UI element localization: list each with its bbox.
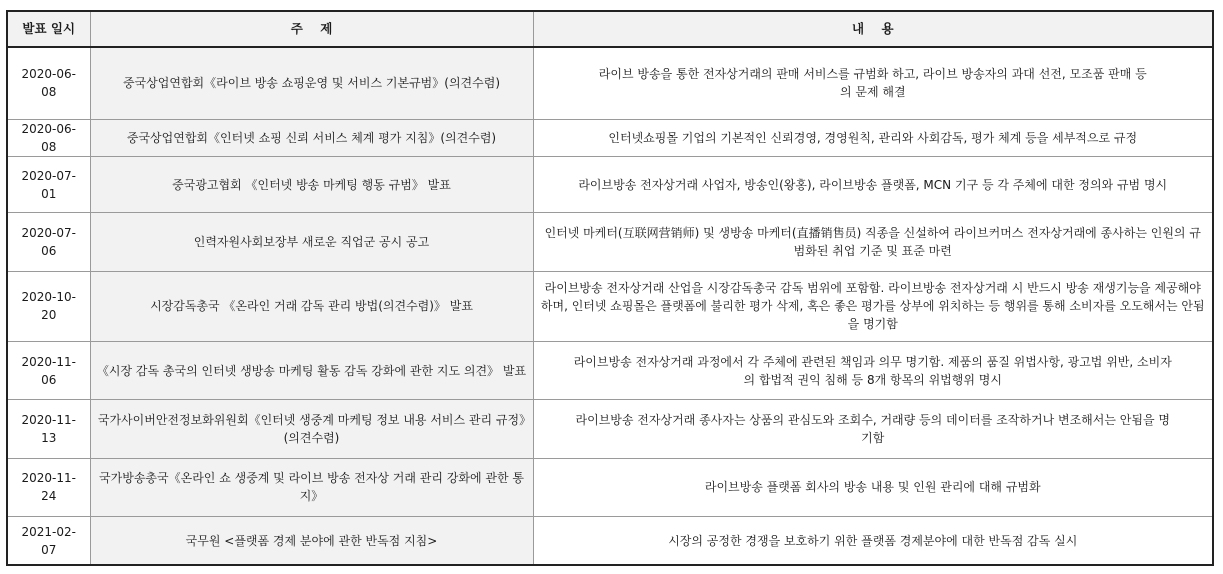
content-cell: 인터넷 마케터(互联网营销师) 및 생방송 마케터(直播销售员) 직종을 신설하여 라이브커머스 전자상거래에 종사하는 인원의 규범화된 취업 기준 및 표준 마련 (533, 213, 1213, 271)
regulation-table (6, 10, 1214, 566)
table-row (7, 119, 1213, 156)
content-cell: 라이브방송 전자상거래 산업을 시장감독총국 감독 범위에 포함함. 라이브방송 전자상거래 시 반드시 방송 재생기능을 제공해야 하며, 인터넷 쇼핑몰은 플랫폼에 불리한 평가 삭제, 혹은 좋은 평가를 상부에 위치하는 등 행위를 통해 소비자를 오도해서는 안됨을 명기함 (533, 271, 1213, 341)
table-row (7, 517, 1213, 565)
date-cell: 2021-02-07 (7, 517, 90, 565)
header-row (7, 11, 1213, 47)
table-row (7, 342, 1213, 400)
topic-cell: 국가방송총국《온라인 쇼 생중계 및 라이브 방송 전자상 거래 관리 강화에 관한 통지》 (90, 458, 533, 516)
header-topic: 주 제 (90, 11, 533, 47)
topic-cell: 《시장 감독 총국의 인터넷 생방송 마케팅 활동 감독 강화에 관한 지도 의견》 발표 (90, 342, 533, 400)
content-cell: 라이브방송 전자상거래 과정에서 각 주체에 관련된 책임과 의무 명기함. 제품의 품질 위법사항, 광고법 위반, 소비자의 합법적 권익 침해 등 8개 항목의 위법행위 명시 (533, 342, 1213, 400)
content-cell: 라이브방송 전자상거래 사업자, 방송인(왕홍), 라이브방송 플랫폼, MCN 기구 등 각 주체에 대한 정의와 규범 명시 (533, 157, 1213, 213)
date-cell: 2020-06-08 (7, 119, 90, 156)
topic-cell: 중국광고협회 《인터넷 방송 마케팅 행동 규범》 발표 (90, 157, 533, 213)
header-date: 발표 일시 (7, 11, 90, 47)
header-content: 내 용 (533, 11, 1213, 47)
content-cell: 라이브방송 플랫폼 회사의 방송 내용 및 인원 관리에 대해 규범화 (533, 458, 1213, 516)
topic-cell: 인력자원사회보장부 새로운 직업군 공시 공고 (90, 213, 533, 271)
table-row (7, 271, 1213, 341)
date-cell: 2020-11-06 (7, 342, 90, 400)
date-cell: 2020-11-24 (7, 458, 90, 516)
table-row (7, 400, 1213, 458)
content-cell: 라이브방송 전자상거래 종사자는 상품의 관심도와 조회수, 거래량 등의 데이터를 조작하거나 변조해서는 안됨을 명기함 (533, 400, 1213, 458)
date-cell: 2020-07-06 (7, 213, 90, 271)
table-row (7, 157, 1213, 213)
content-cell: 인터넷쇼핑몰 기업의 기본적인 신뢰경영, 경영원칙, 관리와 사회감독, 평가 체계 등을 세부적으로 규정 (533, 119, 1213, 156)
topic-cell: 시장감독총국 《온라인 거래 감독 관리 방법(의견수렴)》 발표 (90, 271, 533, 341)
date-cell: 2020-06-08 (7, 47, 90, 119)
content-cell: 라이브 방송을 통한 전자상거래의 판매 서비스를 규범화 하고, 라이브 방송자의 과대 선전, 모조품 판매 등의 문제 해결 (533, 47, 1213, 119)
date-cell: 2020-10-20 (7, 271, 90, 341)
topic-cell: 국무원 <플랫폼 경제 분야에 관한 반독점 지침> (90, 517, 533, 565)
table-row (7, 47, 1213, 119)
date-cell: 2020-11-13 (7, 400, 90, 458)
content-cell: 시장의 공정한 경쟁을 보호하기 위한 플랫폼 경제분야에 대한 반독점 감독 실시 (533, 517, 1213, 565)
table-row (7, 458, 1213, 516)
date-cell: 2020-07-01 (7, 157, 90, 213)
topic-cell: 국가사이버안전정보화위원회《인터넷 생중계 마케팅 정보 내용 서비스 관리 규정》(의견수렴) (90, 400, 533, 458)
topic-cell: 중국상업연합회《인터넷 쇼핑 신뢰 서비스 체계 평가 지침》(의견수렴) (90, 119, 533, 156)
table-row (7, 213, 1213, 271)
topic-cell: 중국상업연합회《라이브 방송 쇼핑운영 및 서비스 기본규범》(의견수렴) (90, 47, 533, 119)
